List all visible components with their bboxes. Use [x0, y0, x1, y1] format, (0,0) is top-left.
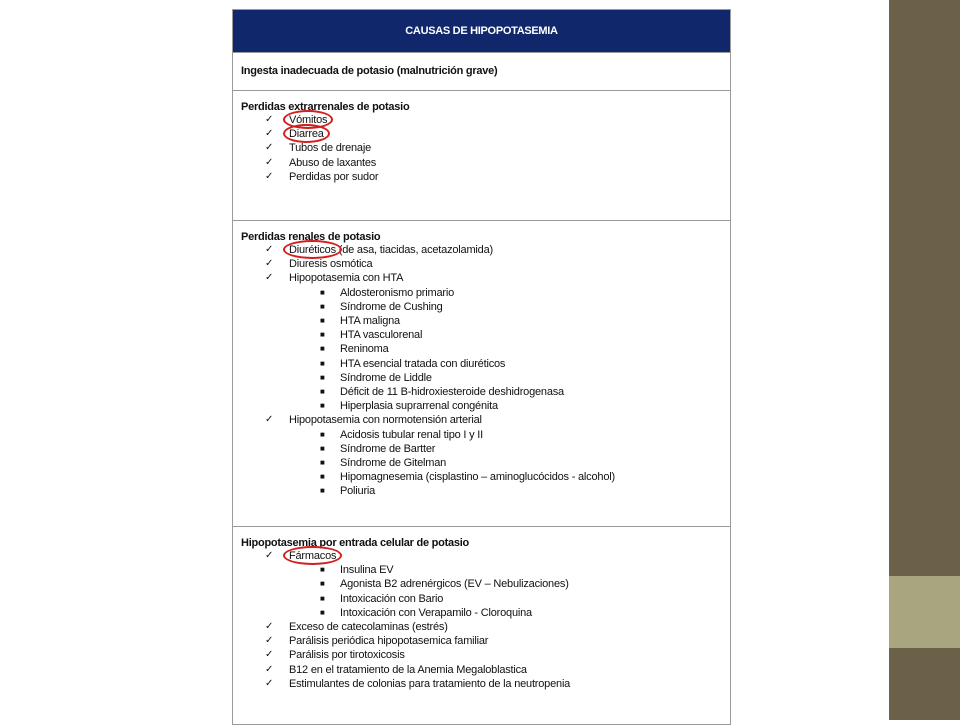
sub-item-text: Acidosis tubular renal tipo I y II — [340, 428, 483, 441]
highlighted-term: Diarrea — [289, 128, 324, 141]
highlighted-term: Diuréticos — [289, 244, 336, 256]
square-bullet-icon: ■ — [320, 593, 325, 603]
check-icon: ✓ — [265, 272, 274, 284]
sub-item — [241, 470, 722, 484]
square-bullet-icon: ■ — [320, 301, 325, 311]
section-heading: Ingesta inadecuada de potasio (malnutrición grave) — [241, 65, 498, 77]
square-bullet-icon: ■ — [320, 387, 325, 397]
item-text: Abuso de laxantes — [289, 156, 377, 169]
list-item — [241, 257, 722, 271]
check-icon: ✓ — [265, 170, 274, 182]
check-icon: ✓ — [265, 621, 274, 633]
section-ingesta — [233, 52, 730, 90]
list-item — [241, 243, 722, 257]
square-bullet-icon: ■ — [320, 372, 325, 382]
square-bullet-icon: ■ — [320, 316, 325, 326]
square-bullet-icon: ■ — [320, 330, 325, 340]
sub-item-text: Aldosteronismo primario — [340, 286, 454, 299]
sub-item — [241, 456, 722, 470]
check-icon: ✓ — [265, 677, 274, 689]
list-item — [241, 170, 722, 184]
sub-item — [241, 357, 722, 371]
item-text: Hipopotasemia con HTA — [289, 272, 404, 285]
sub-item — [241, 300, 722, 314]
check-icon: ✓ — [265, 414, 274, 426]
sub-item-text: HTA maligna — [340, 315, 400, 328]
sub-item-text: Reninoma — [340, 343, 389, 356]
square-bullet-icon: ■ — [320, 287, 325, 297]
list-item — [241, 141, 722, 155]
check-icon: ✓ — [265, 550, 274, 561]
section-renales — [233, 220, 730, 526]
sub-item — [241, 606, 722, 620]
sub-item — [241, 286, 722, 300]
square-bullet-icon: ■ — [320, 486, 325, 496]
sub-item-text: Síndrome de Gitelman — [340, 457, 447, 470]
sub-item — [241, 442, 722, 456]
square-bullet-icon: ■ — [320, 429, 325, 439]
list-item — [241, 271, 722, 413]
sub-item-text: Déficit de 11 B-hidroxiesteroide deshidrogenasa — [340, 386, 564, 399]
square-bullet-icon: ■ — [320, 607, 325, 617]
list-item — [241, 156, 722, 170]
list-item — [241, 677, 722, 691]
check-icon: ✓ — [265, 114, 274, 125]
section-heading: Perdidas extrarrenales de potasio — [241, 101, 410, 113]
square-bullet-icon: ■ — [320, 579, 325, 589]
sub-item-text: HTA vasculorenal — [340, 329, 423, 342]
sub-item — [241, 328, 722, 342]
sub-item-text: Agonista B2 adrenérgicos (EV – Nebulizaciones) — [340, 578, 569, 591]
square-bullet-icon: ■ — [320, 472, 325, 482]
square-bullet-icon: ■ — [320, 358, 325, 368]
square-bullet-icon: ■ — [320, 458, 325, 468]
item-text: Parálisis por tirotoxicosis — [289, 649, 405, 662]
check-icon: ✓ — [265, 244, 274, 255]
sub-item — [241, 484, 722, 498]
list-item — [241, 620, 722, 634]
section-heading: Hipopotasemia por entrada celular de potasio — [241, 537, 469, 549]
document-table — [232, 9, 731, 725]
sub-item-text: Intoxicación con Verapamilo - Cloroquina — [340, 606, 532, 619]
item-text: Tubos de drenaje — [289, 142, 372, 155]
sub-item-text: Hiperplasia suprarrenal congénita — [340, 400, 498, 413]
sub-item-text: Síndrome de Bartter — [340, 442, 436, 455]
sub-item-text: Síndrome de Liddle — [340, 371, 432, 384]
section-entrada-celular — [233, 526, 730, 725]
check-icon: ✓ — [265, 635, 274, 647]
item-text: (de asa, tiacidas, acetazolamida) — [335, 244, 493, 256]
side-accent-block — [889, 576, 960, 648]
check-icon: ✓ — [265, 258, 274, 270]
section-heading: Perdidas renales de potasio — [241, 231, 381, 243]
item-text: Diuresis osmótica — [289, 258, 373, 271]
item-text: Parálisis periódica hipopotasemica familiar — [289, 635, 489, 648]
highlighted-term: Fármacos — [289, 550, 337, 562]
sub-item — [241, 385, 722, 399]
sub-item — [241, 577, 722, 591]
sub-item-text: Intoxicación con Bario — [340, 592, 444, 605]
list-item — [241, 549, 722, 620]
sub-item-text: Insulina EV — [340, 564, 394, 577]
square-bullet-icon: ■ — [320, 443, 325, 453]
highlighted-term: Vómitos — [289, 114, 328, 126]
square-bullet-icon: ■ — [320, 401, 325, 411]
check-icon: ✓ — [265, 142, 274, 154]
square-bullet-icon: ■ — [320, 344, 325, 354]
check-icon: ✓ — [265, 156, 274, 168]
list-item — [241, 648, 722, 662]
side-decoration-bar — [889, 0, 960, 720]
check-icon: ✓ — [265, 663, 274, 675]
list-item — [241, 634, 722, 648]
sub-item — [241, 563, 722, 577]
sub-item — [241, 314, 722, 328]
sub-item-text: HTA esencial tratada con diuréticos — [340, 357, 506, 370]
table-title: CAUSAS DE HIPOPOTASEMIA — [233, 10, 730, 52]
item-text: Estimulantes de colonias para tratamiento de la neutropenia — [289, 677, 571, 690]
sub-item — [241, 592, 722, 606]
sub-item — [241, 399, 722, 413]
section-extrarrenales — [233, 90, 730, 220]
sub-item-text: Síndrome de Cushing — [340, 300, 443, 313]
sub-item — [241, 428, 722, 442]
item-text: Hipopotasemia con normotensión arterial — [289, 414, 482, 427]
list-item — [241, 663, 722, 677]
item-text: Exceso de catecolaminas (estrés) — [289, 621, 448, 634]
square-bullet-icon: ■ — [320, 565, 325, 575]
list-item — [241, 127, 722, 141]
item-text: Perdidas por sudor — [289, 170, 379, 183]
list-item — [241, 413, 722, 498]
check-icon: ✓ — [265, 128, 274, 140]
check-icon: ✓ — [265, 649, 274, 661]
sub-item — [241, 342, 722, 356]
sub-item-text: Hipomagnesemia (cisplastino – aminoglucócidos - alcohol) — [340, 471, 615, 484]
sub-item-text: Poliuria — [340, 485, 376, 498]
item-text: B12 en el tratamiento de la Anemia Megaloblastica — [289, 663, 527, 676]
sub-item — [241, 371, 722, 385]
